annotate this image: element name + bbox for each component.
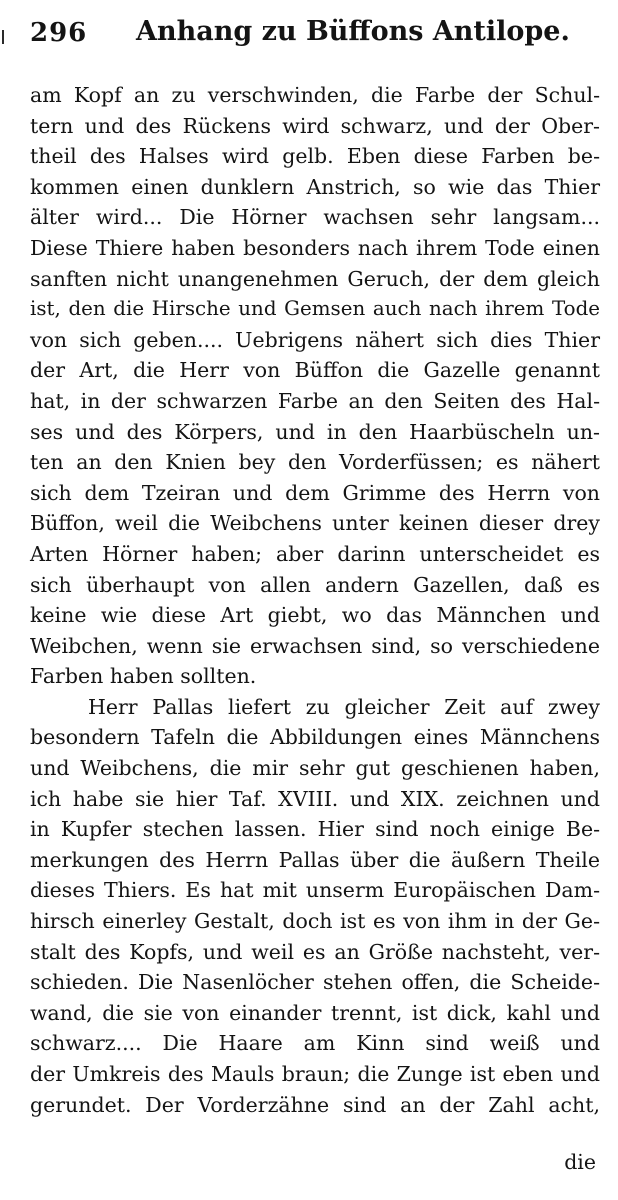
text-line: Arten Hörner haben; aber darinn unterscheidet es xyxy=(30,541,600,566)
text-line: gerundet. Der Vorderzähne sind an der Zahl acht, xyxy=(30,1092,600,1117)
running-title: Anhang zu Büffons Antilope. xyxy=(136,16,570,47)
text-line: hat, in der schwarzen Farbe an den Seiten des Hal- xyxy=(30,388,600,413)
text-line: merkungen des Herrn Pallas über die äußern Theile xyxy=(30,847,600,872)
text-line: schieden. Die Nasenlöcher stehen offen, die Scheide- xyxy=(30,970,600,995)
text-line: keine wie diese Art giebt, wo das Männchen und xyxy=(30,603,600,628)
text-line: ten an den Knien bey den Vorderfüssen; es nähert xyxy=(30,450,600,475)
paragraph-start-line: Herr Pallas liefert zu gleicher Zeit auf zwey xyxy=(88,694,600,719)
text-line: sanften nicht unangenehmen Geruch, der dem gleich xyxy=(30,266,600,291)
text-line: Büffon, weil die Weibchens unter keinen dieser drey xyxy=(30,511,600,536)
text-line: dieses Thiers. Es hat mit unserm Europäischen Dam- xyxy=(30,878,600,903)
paragraph-end-line: Farben haben sollten. xyxy=(30,664,257,689)
text-line: hirsch einerley Gestalt, doch ist es von ihm in der Ge- xyxy=(30,909,600,934)
text-line: älter wird... Die Hörner wachsen sehr langsam... xyxy=(30,205,600,230)
text-line: der Art, die Herr von Büffon die Gazelle genannt xyxy=(30,358,600,383)
text-line: in Kupfer stechen lassen. Hier sind noch einige Be- xyxy=(30,817,600,842)
text-line: ist, den die Hirsche und Gemsen auch nach ihrem Tode xyxy=(30,297,600,321)
text-line: tern und des Rückens wird schwarz, und der Ober- xyxy=(30,113,600,138)
body-text xyxy=(30,80,600,1120)
text-line: und Weibchens, die mir sehr gut geschienen haben, xyxy=(30,756,600,781)
text-line: theil des Halses wird gelb. Eben diese Farben be- xyxy=(30,144,600,169)
text-line: Diese Thiere haben besonders nach ihrem Tode einen xyxy=(30,235,600,260)
text-line: wand, die sie von einander trennt, ist dick, kahl und xyxy=(30,1000,600,1025)
catchword: die xyxy=(564,1150,596,1174)
text-line: schwarz.... Die Haare am Kinn sind weiß und xyxy=(30,1031,600,1056)
text-line: sich überhaupt von allen andern Gazellen, daß es xyxy=(30,572,600,597)
text-line: von sich geben.... Uebrigens nähert sich dies Thier xyxy=(30,327,600,352)
text-line: der Umkreis des Mauls braun; die Zunge ist eben und xyxy=(30,1062,600,1086)
page-number: 296 xyxy=(30,18,88,48)
text-line: am Kopf an zu verschwinden, die Farbe der Schul- xyxy=(30,83,600,107)
text-line: besondern Tafeln die Abbildungen eines Männchens xyxy=(30,725,600,750)
text-line: Weibchen, wenn sie erwachsen sind, so verschiedene xyxy=(30,633,600,658)
text-line: ses und des Körpers, und in den Haarbüscheln un- xyxy=(30,419,600,444)
text-line: ich habe sie hier Taf. XVIII. und XIX. zeichnen und xyxy=(30,786,600,811)
text-line: stalt des Kopfs, und weil es an Größe nachsteht, ver- xyxy=(30,939,600,964)
text-line: kommen einen dunklern Anstrich, so wie das Thier xyxy=(30,174,600,199)
text-line: sich dem Tzeiran und dem Grimme des Herrn von xyxy=(30,480,600,505)
page-edge-mark xyxy=(2,30,4,44)
